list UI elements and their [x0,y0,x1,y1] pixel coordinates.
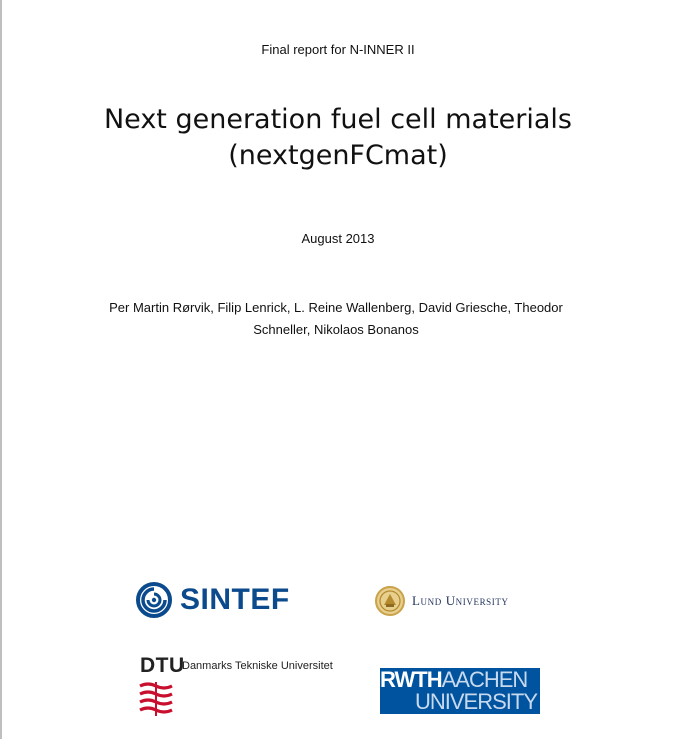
sintef-logo [136,582,306,618]
dtu-logo [138,654,368,718]
sintef-wordmark: SINTEF [180,583,290,616]
title-line-2: (nextgenFCmat) [228,140,448,171]
dtu-wordmark: DTU [140,654,185,677]
report-label: Final report for N-INNER II [261,42,415,57]
report-date: August 2013 [301,231,375,246]
sintef-swirl-icon [136,582,172,618]
report-cover-page [2,0,674,739]
rwth-wordmark: RWTH [380,667,442,692]
author-list [66,297,606,341]
university-wordmark: UNIVERSITY [414,689,537,714]
lund-seal-icon [374,585,406,617]
aachen-wordmark: AACHEN [441,667,528,692]
authors-line-2: Schneller, Nikolaos Bonanos [253,322,419,337]
title-line-1: Next generation fuel cell materials [103,104,573,135]
report-title [2,102,674,174]
dtu-ribbon-icon [138,682,178,716]
lund-wordmark: Lund University [412,593,509,608]
rwth-top-line [380,669,540,691]
lund-university-logo [374,584,554,618]
rwth-aachen-logo [380,668,540,714]
dtu-subtitle: Danmarks Tekniske Universitet [182,660,333,672]
authors-line-1: Per Martin Rørvik, Filip Lenrick, L. Reine Wallenberg, David Griesche, Theodor [109,300,563,315]
